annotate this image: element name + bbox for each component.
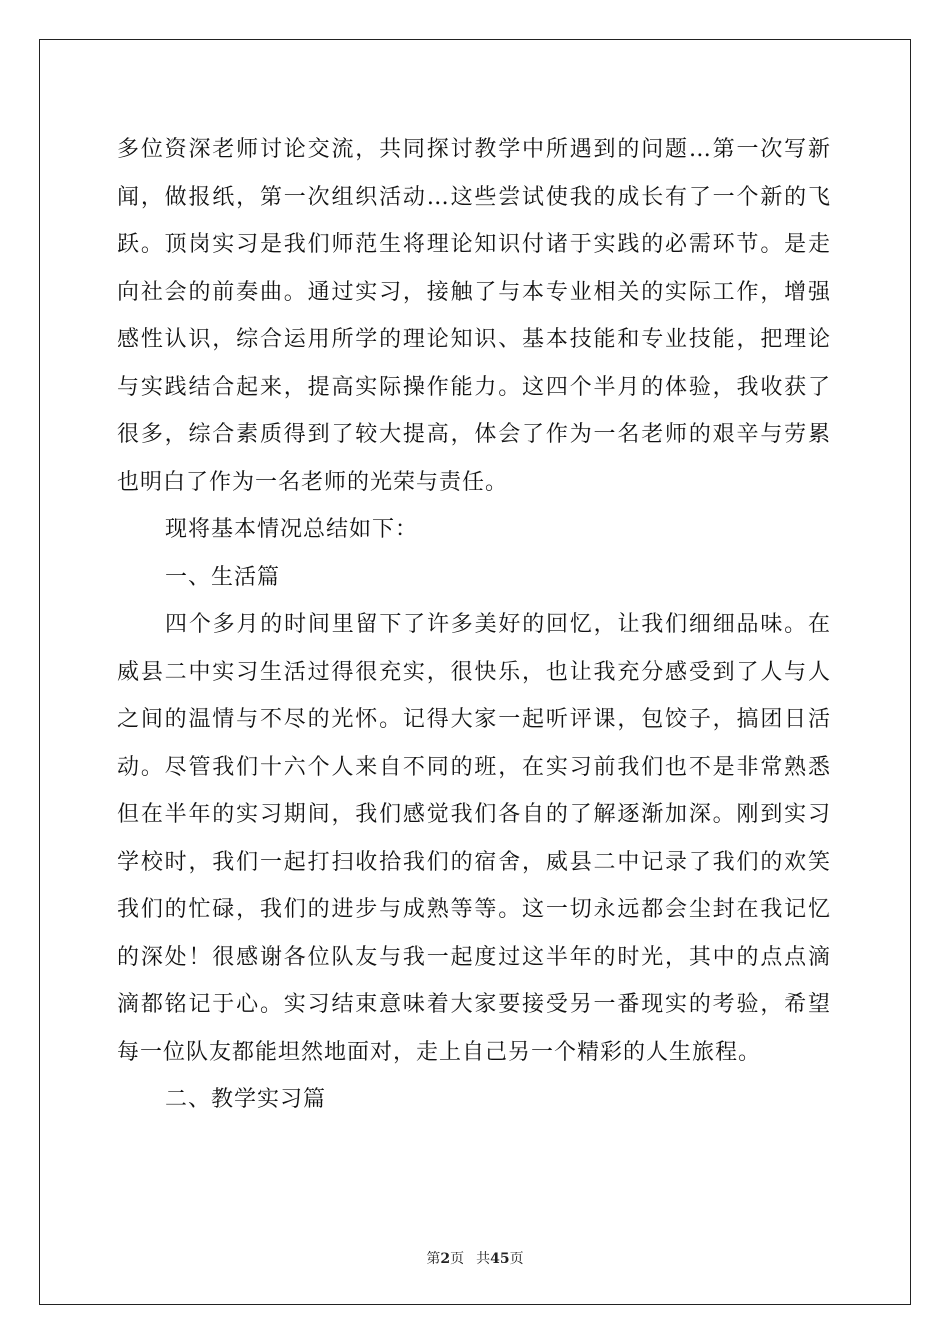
document-body xyxy=(117,126,831,1124)
text-line: 闻，做报纸，第一次组织活动…这些尝试使我的成长有了一个新的飞 xyxy=(117,184,831,210)
text-line: 威县二中实习生活过得很充实，很快乐，也让我充分感受到了人与人 xyxy=(117,659,831,685)
text-line: 每一位队友都能坦然地面对，走上自己另一个精彩的人生旅程。 xyxy=(117,1039,762,1065)
text-line: 四个多月的时间里留下了许多美好的回忆，让我们细细品味。在 xyxy=(165,612,831,637)
text-line: 与实践结合起来，提高实际操作能力。这四个半月的体验，我收获了 xyxy=(117,374,831,400)
paragraph-intro: 现将基本情况总结如下： xyxy=(165,517,419,542)
text-line: 但在半年的实习期间，我们感觉我们各自的了解逐渐加深。刚到实习 xyxy=(117,802,831,827)
page-footer xyxy=(0,1248,950,1268)
text-line: 多位资深老师讨论交流，共同探讨教学中所遇到的问题…第一次写新 xyxy=(117,137,831,162)
text-line: 也明白了作为一名老师的光荣与责任。 xyxy=(117,469,509,495)
page-total: 45 xyxy=(490,1251,510,1267)
text-line: 之间的温情与不尽的光怀。记得大家一起听评课，包饺子，搞团日活 xyxy=(117,707,831,732)
page-current: 2 xyxy=(440,1251,451,1267)
section-heading-life: 一、生活篇 xyxy=(165,564,281,590)
text-line: 滴都铭记于心。实习结束意味着大家要接受另一番现实的考验，希望 xyxy=(117,992,831,1017)
text-line: 向社会的前奏曲。通过实习，接触了与本专业相关的实际工作，增强 xyxy=(117,279,831,305)
page-suffix: 页 xyxy=(450,1251,465,1267)
total-suffix: 页 xyxy=(509,1251,524,1267)
text-line: 学校时，我们一起打扫收拾我们的宿舍，威县二中记录了我们的欢笑 xyxy=(117,849,831,875)
text-line: 很多，综合素质得到了较大提高，体会了作为一名老师的艰辛与劳累 xyxy=(117,422,831,447)
section-heading-teaching: 二、教学实习篇 xyxy=(165,1087,327,1112)
text-line: 我们的忙碌，我们的进步与成熟等等。这一切永远都会尘封在我记忆 xyxy=(117,897,831,922)
page-prefix: 第 xyxy=(426,1251,441,1267)
text-line: 的深处！很感谢各位队友与我一起度过这半年的时光，其中的点点滴 xyxy=(117,944,831,970)
text-line: 动。尽管我们十六个人来自不同的班，在实习前我们也不是非常熟悉 xyxy=(117,754,831,780)
total-prefix: 共 xyxy=(476,1251,491,1267)
text-line: 感性认识，综合运用所学的理论知识、基本技能和专业技能，把理论 xyxy=(117,327,831,352)
text-line: 跃。顶岗实习是我们师范生将理论知识付诸于实践的必需环节。是走 xyxy=(117,232,831,257)
